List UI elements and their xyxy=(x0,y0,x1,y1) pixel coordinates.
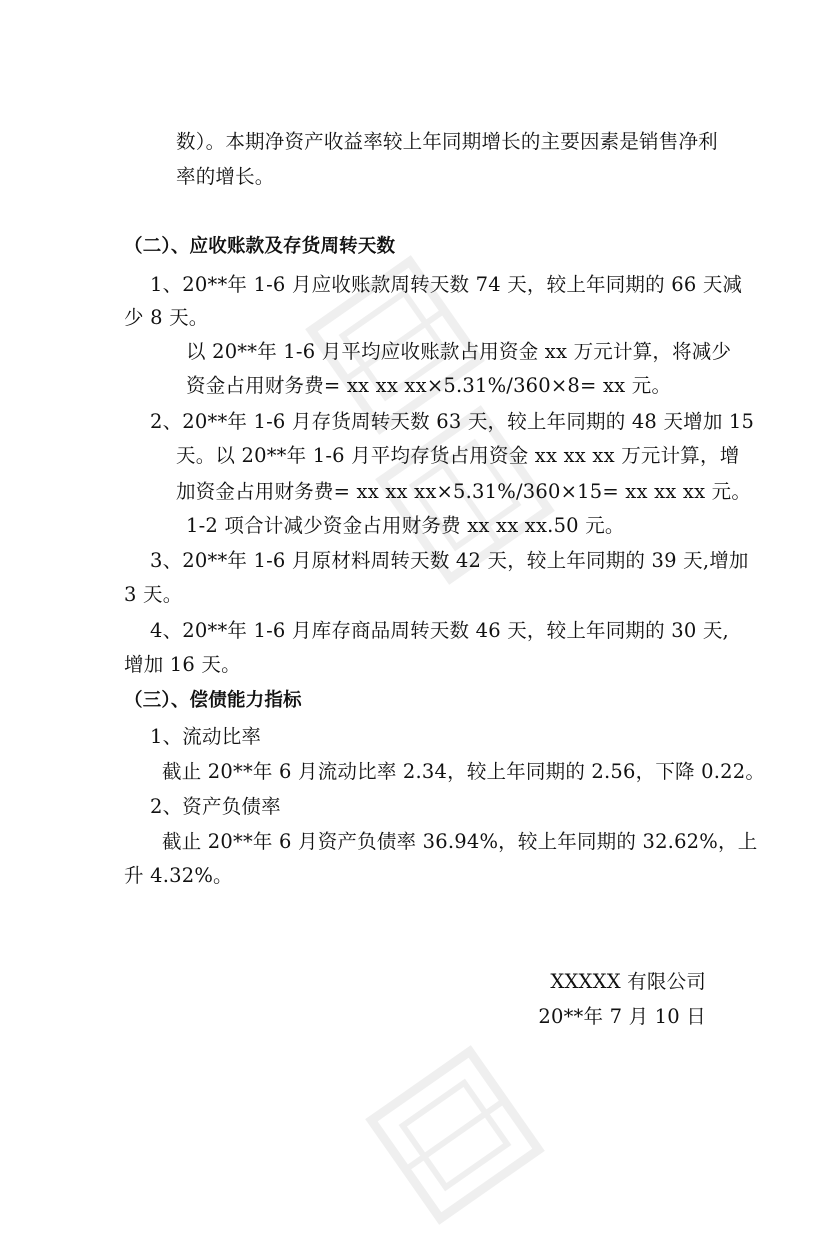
paragraph-line: 1-2 项合计减少资金占用财务费 xx xx xx.50 元。 xyxy=(186,514,625,537)
paragraph-line: 升 4.32%。 xyxy=(124,864,233,887)
paragraph-line: 截止 20**年 6 月资产负债率 36.94%，较上年同期的 32.62%，上 xyxy=(162,830,758,853)
paragraph-line: 3、20**年 1-6 月原材料周转天数 42 天，较上年同期的 39 天,增加 xyxy=(150,549,749,572)
paragraph-line: 以 20**年 1-6 月平均应收账款占用资金 xx 万元计算，将减少 xyxy=(186,340,732,363)
paragraph-line: 1、20**年 1-6 月应收账款周转天数 74 天，较上年同期的 66 天减 xyxy=(150,273,743,296)
paragraph-line: 1、流动比率 xyxy=(150,725,262,748)
paragraph-line: 2、资产负债率 xyxy=(150,795,281,818)
paragraph-line: 数）。本期净资产收益率较上年同期增长的主要因素是销售净利 xyxy=(176,130,718,153)
paragraph-line: 天。以 20**年 1-6 月平均存货占用资金 xx xx xx 万元计算，增 xyxy=(176,444,740,467)
section-heading-3: （三）、偿债能力指标 xyxy=(124,690,302,711)
signature-date: 20**年 7 月 10 日 xyxy=(538,1005,706,1028)
paragraph-line: 少 8 天。 xyxy=(124,306,209,329)
signature-company: XXXXX 有限公司 xyxy=(550,970,706,993)
paragraph-line: 2、20**年 1-6 月存货周转天数 63 天，较上年同期的 48 天增加 15 xyxy=(150,410,755,433)
watermark-icon xyxy=(351,1031,560,1240)
paragraph-line: 增加 16 天。 xyxy=(124,653,241,676)
paragraph-line: 加资金占用财务费= xx xx xx×5.31%/360×15= xx xx xx 元。 xyxy=(176,480,752,503)
paragraph-line: 4、20**年 1-6 月库存商品周转天数 46 天，较上年同期的 30 天, xyxy=(150,619,729,642)
section-heading-2: （二）、应收账款及存货周转天数 xyxy=(124,236,396,257)
paragraph-line: 3 天。 xyxy=(124,583,183,606)
paragraph-line: 率的增长。 xyxy=(176,165,275,188)
paragraph-line: 截止 20**年 6 月流动比率 2.34，较上年同期的 2.56，下降 0.22。 xyxy=(162,760,766,783)
paragraph-line: 资金占用财务费= xx xx xx×5.31%/360×8= xx 元。 xyxy=(186,374,672,397)
